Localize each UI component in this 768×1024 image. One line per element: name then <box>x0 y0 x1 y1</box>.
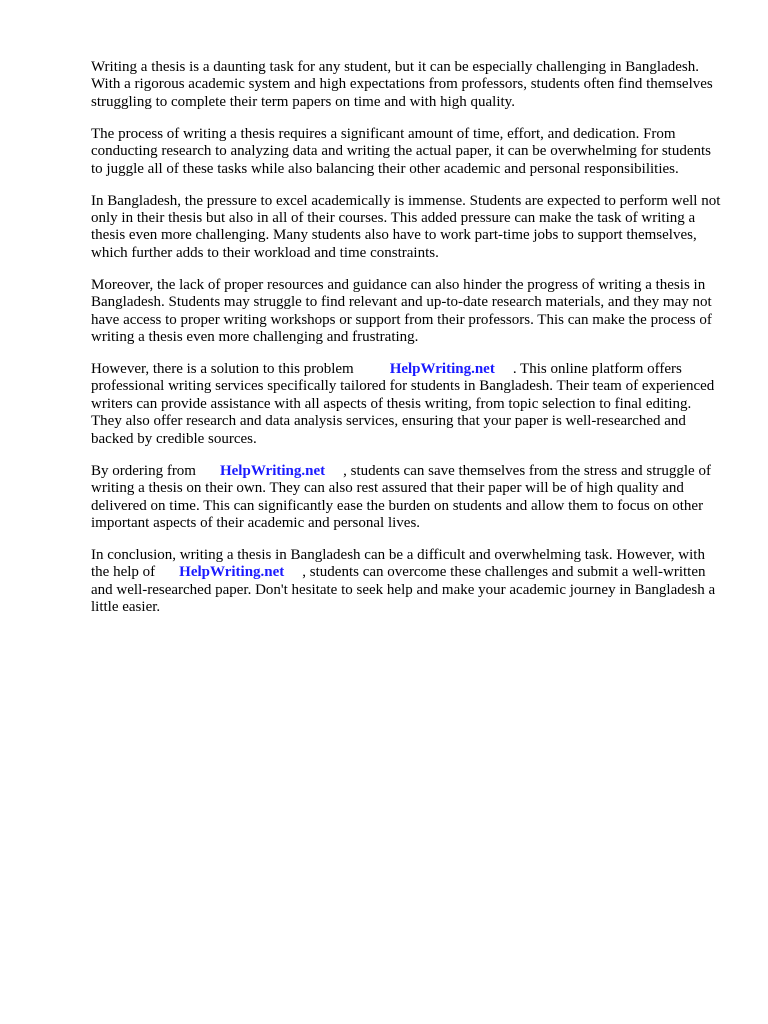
paragraph-conclusion-text-before: In conclusion, writing a thesis in Bangladesh can be a difficult and overwhelming task. However, with the help of <box>91 546 705 581</box>
helpwriting-link[interactable]: HelpWriting.net <box>219 462 326 479</box>
helpwriting-link[interactable]: HelpWriting.net <box>179 564 285 581</box>
paragraph-ordering <box>91 463 725 533</box>
paragraph-solution-text-before: However, there is a solution to this problem <box>91 361 354 378</box>
document-body <box>91 59 725 631</box>
paragraph-conclusion <box>91 547 725 617</box>
helpwriting-link[interactable]: HelpWriting.net <box>389 361 495 378</box>
paragraph-process: The process of writing a thesis requires a significant amount of time, effort, and dedication. From conducting research to analyzing data and writing the actual paper, it can be overwhelming for students to juggle all of these tasks while also balancing their other academic and personal responsibilities. <box>91 125 712 177</box>
paragraph-intro: Writing a thesis is a daunting task for any student, but it can be especially challenging in Bangladesh. With a rigorous academic system and high expectations from professors, students often find themselves struggling to complete their term papers on time and with high quality. <box>91 59 713 110</box>
paragraph-solution <box>91 361 725 448</box>
paragraph-conclusion-text-after: , students can overcome these challenges and submit a well-written and well-researched paper. Don't hesitate to seek help and make your academic journey in Bangladesh a little easier. <box>91 564 716 616</box>
paragraph-solution-text-after: . This online platform offers professional writing services specifically tailored for students in Bangladesh. Their team of experienced writers can provide assistance with all aspects of thesis writing, from topic selection to final editing. They also offer research and data analysis services, ensuring that your paper is well-researched and backed by credible sources. <box>91 361 715 447</box>
paragraph-ordering-text-after: , students can save themselves from the stress and struggle of writing a thesis on their own. They can also rest assured that their paper will be of high quality and delivered on time. This can significantly ease the burden on students and allow them to focus on other important aspects of their academic and personal lives. <box>91 462 711 531</box>
paragraph-resources: Moreover, the lack of proper resources and guidance can also hinder the progress of writing a thesis in Bangladesh. Students may struggle to find relevant and up-to-date research materials, and they may not have access to proper writing workshops or support from their professors. This can make the process of writing a thesis even more challenging and frustrating. <box>91 276 712 346</box>
paragraph-ordering-text-before: By ordering from <box>91 462 196 479</box>
paragraph-pressure: In Bangladesh, the pressure to excel academically is immense. Students are expected to perform well not only in their thesis but also in all of their courses. This added pressure can make the task of writing a thesis even more challenging. Many students also have to work part-time jobs to support themselves, which further adds to their workload and time constraints. <box>91 192 721 261</box>
